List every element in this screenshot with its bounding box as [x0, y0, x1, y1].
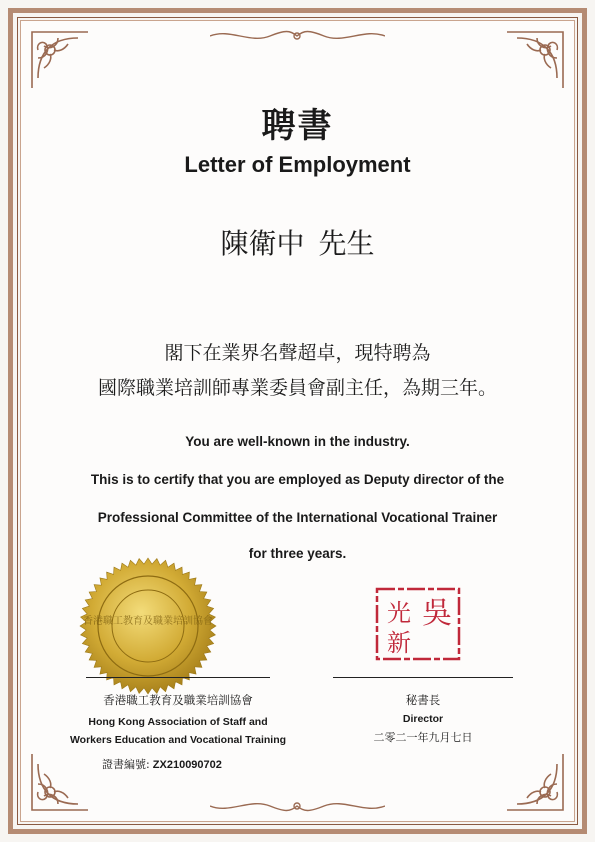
- issuer-name-english-line-2: Workers Education and Vocational Training: [69, 734, 287, 746]
- bottom-scroll-ornament: [210, 796, 385, 816]
- director-signature-line: [333, 677, 513, 678]
- certificate-number: [102, 756, 222, 772]
- issue-date: 二零二一年九月七日: [373, 731, 473, 744]
- corner-ornament-bottom-left: [28, 750, 92, 814]
- corner-ornament-bottom-right: [503, 750, 567, 814]
- title-english: Letter of Employment: [184, 152, 411, 177]
- recipient-name: 陳衛中: [220, 227, 305, 260]
- recipient: [0, 222, 595, 262]
- body-chinese-line-1: 閣下在業界名聲超卓，現特聘為: [164, 342, 431, 364]
- corner-ornament-top-left: [28, 28, 92, 92]
- corner-ornament-top-right: [503, 28, 567, 92]
- issuer-block: [60, 692, 296, 749]
- body-english-line-2: This is to certify that you are employed as Deputy director of the: [90, 472, 505, 487]
- top-scroll-ornament: [210, 26, 385, 46]
- stamp-char-3: 新: [387, 629, 411, 657]
- seal-text: 香港職工教育及職業培訓協會: [83, 616, 213, 627]
- director-block: [333, 692, 513, 745]
- body-english-line-1: You are well-known in the industry.: [185, 434, 410, 449]
- title-chinese: 聘書: [261, 106, 334, 146]
- body-english-line-3: Professional Committee of the International Vocational Trainer: [97, 510, 498, 525]
- body-english-line-4: for three years.: [248, 546, 347, 561]
- recipient-honorific: 先生: [318, 227, 375, 260]
- stamp-char-1: 吳: [422, 596, 452, 631]
- certificate-number-label: 證書編號:: [102, 758, 150, 771]
- director-title-english: Director: [402, 713, 444, 725]
- gold-seal: [78, 556, 218, 696]
- issuer-name-english-line-1: Hong Kong Association of Staff and: [88, 716, 268, 728]
- issuer-name-chinese: 香港職工教育及職業培訓協會: [103, 693, 253, 707]
- issuer-signature-line: [86, 677, 270, 678]
- body-chinese-line-2: 國際職業培訓師專業委員會副主任，為期三年。: [97, 377, 497, 399]
- red-signature-stamp: [373, 583, 465, 663]
- stamp-char-2: 光: [387, 599, 411, 627]
- certificate-number-value: ZX210090702: [152, 759, 222, 771]
- director-title-chinese: 秘書長: [405, 693, 441, 707]
